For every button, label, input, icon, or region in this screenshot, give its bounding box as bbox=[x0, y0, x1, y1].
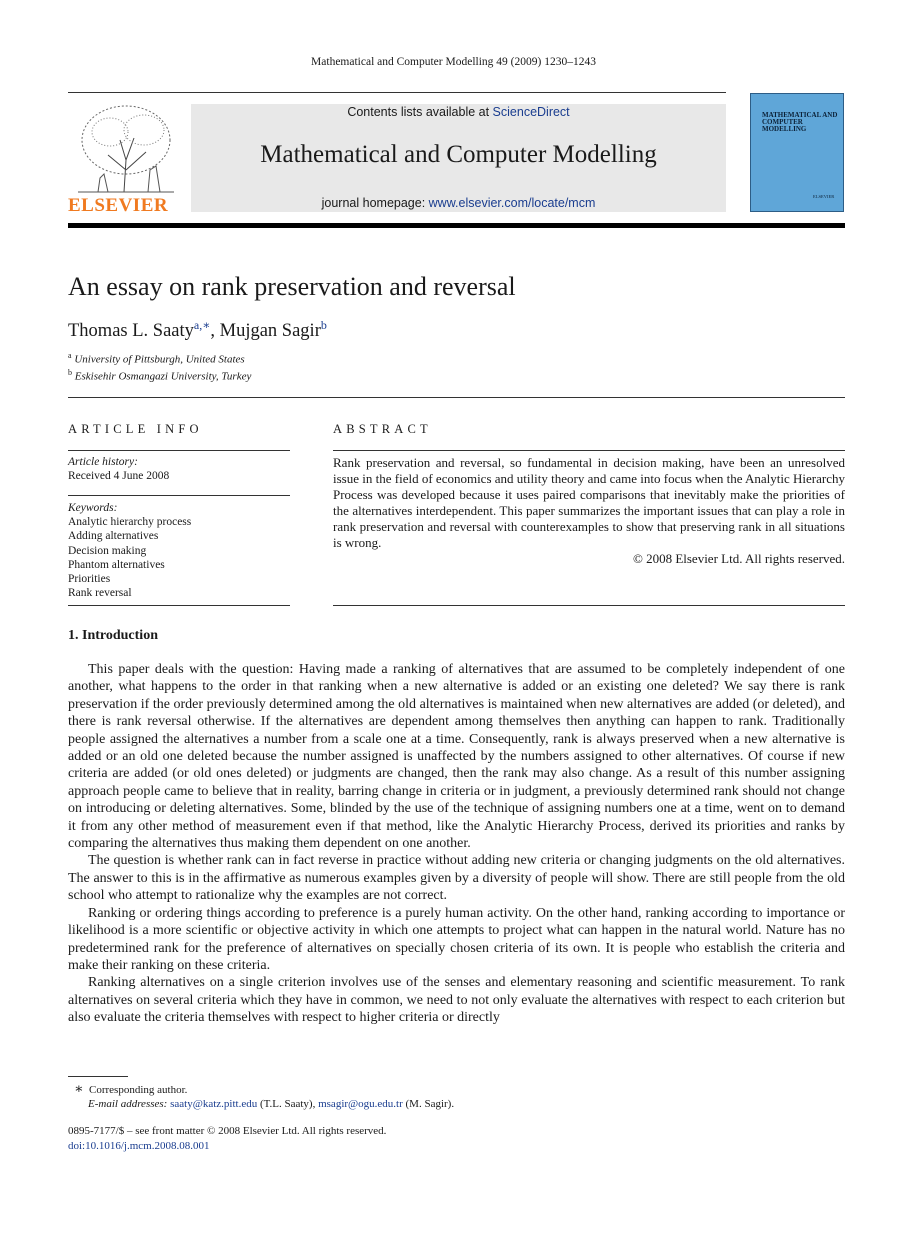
top-rule bbox=[68, 92, 726, 93]
keyword: Rank reversal bbox=[68, 587, 132, 600]
keywords-label: Keywords: bbox=[68, 502, 118, 514]
affiliation-text: University of Pittsburgh, United States bbox=[74, 353, 245, 366]
email-owner: (M. Sagir). bbox=[402, 1098, 455, 1110]
history-label: Article history: bbox=[68, 456, 138, 468]
section-rule bbox=[68, 397, 845, 398]
affiliation-b bbox=[68, 368, 251, 383]
corresponding-text: Corresponding author. bbox=[89, 1084, 188, 1096]
homepage-link[interactable]: www.elsevier.com/locate/mcm bbox=[428, 196, 596, 210]
footnote-star: ∗ bbox=[74, 1082, 84, 1097]
issn-line: 0895-7177/$ – see front matter © 2008 Elsevier Ltd. All rights reserved. bbox=[68, 1125, 387, 1137]
doi-link[interactable]: doi:10.1016/j.mcm.2008.08.001 bbox=[68, 1140, 210, 1152]
affiliation-text: Eskisehir Osmangazi University, Turkey bbox=[74, 370, 252, 383]
author-sup[interactable]: a,∗ bbox=[193, 318, 211, 332]
abstract-copyright: © 2008 Elsevier Ltd. All rights reserved. bbox=[632, 551, 845, 566]
affiliation-mark: b bbox=[68, 368, 72, 377]
introduction-heading: 1. Introduction bbox=[68, 628, 158, 643]
article-info-rule bbox=[68, 450, 290, 451]
cover-title: MATHEMATICAL AND COMPUTER MODELLING bbox=[762, 111, 838, 133]
keyword-list bbox=[68, 515, 191, 601]
keyword: Decision making bbox=[68, 544, 147, 557]
paragraph: Ranking or ordering things according to preference is a purely human activity. On the other hand, ranking according to importance or likelihood is a more scientific or objective activity in which one attempts to project what can happen in the natural world. Nature has no predetermined rank for the preference of alternatives on specially chosen criteria of its own. It is people who establish the criteria and make their ranking on these criteria. bbox=[68, 905, 845, 973]
abstract-bottom-rule bbox=[333, 605, 845, 606]
abstract-text: Rank preservation and reversal, so fundamental in decision making, have been an unresolved issue in the field of economics and utility theory and came into focus when the Analytic Hierarchy Process was developed because it uses paired comparisons that inevitably make the priorities of the alternatives interdependent. This paper summarizes the important issues that can play a role in rank preservation and reversal with counterexamples to show that preserving rank in all situations is wrong. bbox=[333, 455, 845, 550]
author-list: Thomas L. Saaty$^{a,∗}$, Mujgan Sagir$^b$ bbox=[68, 318, 327, 342]
email-owner: (T.L. Saaty), bbox=[257, 1098, 319, 1110]
email-label: E-mail addresses: bbox=[88, 1098, 168, 1110]
keywords-rule bbox=[68, 495, 290, 496]
email-footnote bbox=[88, 1098, 454, 1110]
footnote-rule bbox=[68, 1076, 128, 1077]
abstract-rule bbox=[333, 450, 845, 451]
keyword: Adding alternatives bbox=[68, 530, 159, 543]
abstract-heading: ABSTRACT bbox=[333, 422, 432, 436]
email-link-saaty[interactable]: saaty@katz.pitt.edu bbox=[170, 1098, 258, 1110]
email-link-sagir[interactable]: msagir@ogu.edu.tr bbox=[318, 1098, 403, 1110]
affiliation-mark: a bbox=[68, 351, 72, 360]
article-info-heading: ARTICLE INFO bbox=[68, 422, 203, 436]
cover-publisher-mark: ELSEVIER bbox=[813, 194, 835, 199]
keyword: Analytic hierarchy process bbox=[68, 516, 192, 528]
sciencedirect-link[interactable]: ScienceDirect bbox=[492, 105, 570, 119]
header-rule bbox=[68, 223, 845, 228]
homepage-line bbox=[191, 196, 726, 210]
affiliation-a bbox=[68, 351, 245, 366]
author-sup[interactable]: b bbox=[320, 318, 327, 332]
author-name[interactable]: Thomas L. Saaty bbox=[68, 321, 194, 342]
keyword: Priorities bbox=[68, 573, 111, 586]
running-head: Mathematical and Computer Modelling 49 (2009) 1230–1243 bbox=[311, 56, 596, 68]
journal-cover-image bbox=[750, 93, 844, 212]
corresponding-footnote bbox=[74, 1081, 187, 1098]
paragraph: Ranking alternatives on a single criterion involves use of the senses and elementary reasoning and scientific measurement. To rank alternatives on several criteria which they have in common, we need to not only evaluate the alternatives with respect to each criterion but also evaluate the criteria themselves with respect to higher criteria or directly bbox=[68, 975, 845, 1026]
journal-title: Mathematical and Computer Modelling bbox=[260, 141, 657, 168]
article-title: An essay on rank preservation and reversal bbox=[68, 272, 516, 301]
keyword: Phantom alternatives bbox=[68, 558, 165, 571]
contents-line bbox=[191, 105, 726, 119]
abstract-block bbox=[333, 455, 845, 567]
author-name[interactable]: Mujgan Sagir bbox=[219, 321, 321, 342]
received-date: Received 4 June 2008 bbox=[68, 470, 170, 482]
paragraph: The question is whether rank can in fact reverse in practice without adding new criteria or changing judgments on the old alternatives. The answer to this is in the affirmative as numerous examples given by a diversity of people will show. There are still people from the old school who attempt to rationalize why the examples are not correct. bbox=[68, 853, 845, 904]
introduction-body bbox=[68, 661, 845, 1027]
homepage-prefix: journal homepage: bbox=[321, 196, 429, 210]
publisher-name: ELSEVIER bbox=[68, 195, 169, 216]
contents-prefix: Contents lists available at bbox=[347, 105, 493, 119]
paragraph: This paper deals with the question: Having made a ranking of alternatives that are assumed to be completely independent of one another, what happens to the order in that ranking when a new alternative is added or an existing one deleted? We say there is rank preservation if the order previously determined among the old alternatives is maintained when new alternatives are added (or deleted), and there is rank reversal otherwise. If the alternatives are dependent among themselves then anything can happen to rank. Traditionally people assigned the alternatives a number from a scale one at a time. Consequently, rank is always preserved when a new alternative is added or an old one deleted because the number assigned is unaffected by the numbers assigned to other alternatives. Of course if new criteria are added (or old ones deleted) or judgments are changed, then the rank may also change. As a result of this number assigning approach people came to believe that in reality, barring change in criteria or in judgment, a previously determined rank should not change on introducing or deleting alternatives. Some, blinded by the use of the technique of assigning numbers one at a time, went on to demand it from any other method of measurement even if that method, like the Analytic Hierarchy Process, derived its priorities and ranks by comparing the alternatives thus making them dependent on one another. bbox=[68, 662, 845, 852]
article-info-bottom-rule bbox=[68, 605, 290, 606]
